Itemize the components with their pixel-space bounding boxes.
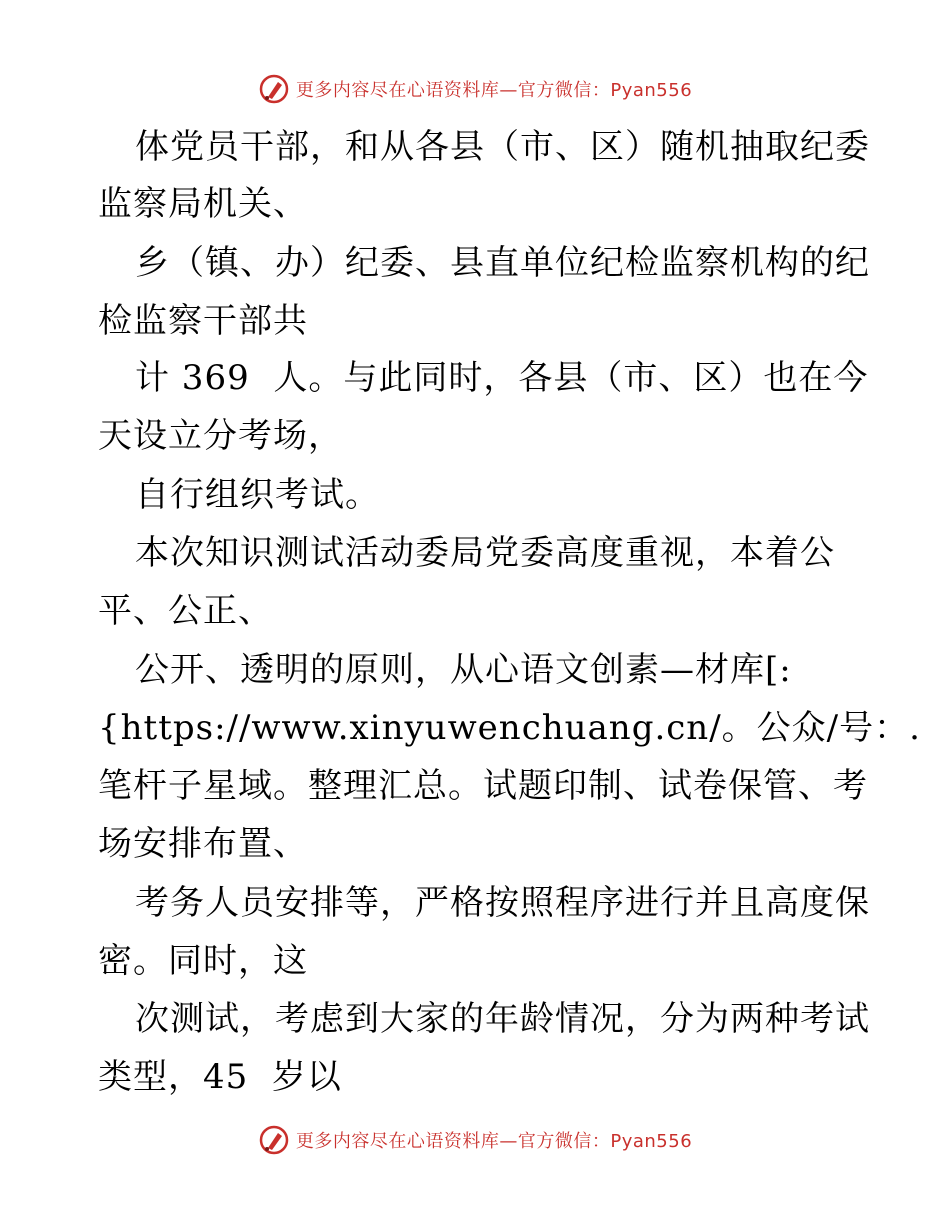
text-line: 自行组织考试。 [135,475,380,515]
text-line: 考务人员安排等，严格按照程序进行并且高度保 [135,883,870,923]
text-line: 乡（镇、办）纪委、县直单位纪检监察机构的纪 [135,243,870,283]
text-line: 密。同时，这 [98,941,308,981]
text-line: 场安排布置、 [98,824,308,864]
footer-watermark-text: 更多内容尽在心语资料库—官方微信：Pyan556 [295,1131,693,1152]
text-line: 笔杆子星域。整理汇总。试题印制、试卷保管、考 [98,766,868,806]
text-line: 计 369 人。与此同时，各县（市、区）也在今 [135,358,869,398]
pen-nib-logo-icon [258,1124,290,1156]
text-line: 平、公正、 [98,591,273,631]
text-line: 公开、透明的原则，从心语文创素—材库[: [135,650,792,690]
text-line: 天设立分考场， [98,416,343,456]
text-line: 体党员干部，和从各县（市、区）随机抽取纪委 [135,127,870,167]
text-line: 监察局机关、 [98,184,308,224]
text-line: 检监察干部共 [98,301,308,341]
footer-watermark-banner [0,1123,950,1157]
text-line: {https://www.xinyuwenchuang.cn/。公众/号：. [98,708,921,748]
text-line: 类型，45 岁以 [98,1057,342,1097]
text-line: 本次知识测试活动委局党委高度重视，本着公 [135,533,835,573]
text-line: 次测试，考虑到大家的年龄情况，分为两种考试 [135,999,870,1039]
header-watermark-text: 更多内容尽在心语资料库—官方微信：Pyan556 [295,80,693,101]
